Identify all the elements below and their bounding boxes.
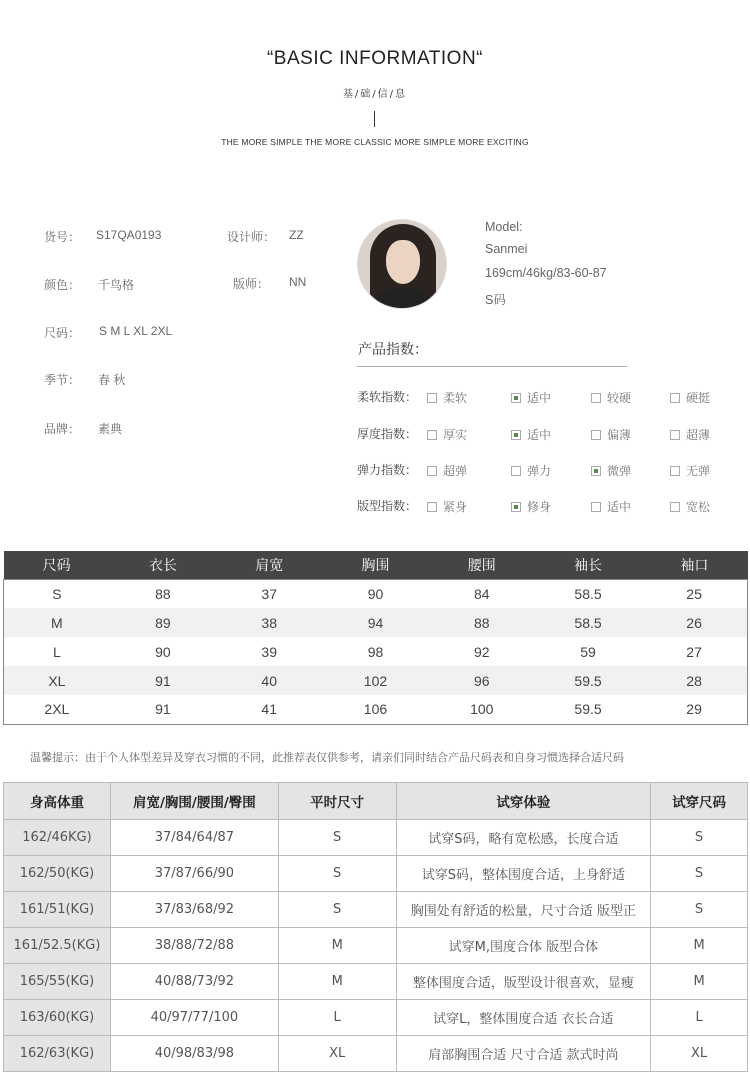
table-cell: 37/83/68/92 [110, 892, 278, 928]
table-cell: XL [4, 666, 110, 695]
index-option [511, 389, 551, 406]
index-option [591, 426, 631, 443]
table-cell: 40/97/77/100 [110, 1000, 278, 1036]
size-table-header: 肩宽 [216, 551, 322, 579]
index-option [591, 462, 631, 479]
index-option [670, 426, 710, 443]
index-option [511, 462, 551, 479]
table-cell: 90 [155, 643, 171, 660]
table-cell: S [278, 856, 396, 892]
table-cell: 84 [473, 585, 490, 602]
checkbox-icon [670, 393, 680, 403]
table-cell: 试穿M,围度合体 版型合体 [396, 928, 651, 964]
table-cell: 102 [322, 666, 428, 695]
checkbox-icon [670, 430, 680, 440]
index-option-label: 硬挺 [686, 391, 711, 405]
table-cell: 58.5 [574, 585, 602, 602]
table-cell: 163/60(KG) [4, 1000, 111, 1036]
table-cell: 试穿L，整体围度合适 衣长合适 [396, 1000, 651, 1036]
index-option [427, 498, 467, 515]
index-option-label: 柔软 [443, 391, 468, 405]
table-cell: 94 [322, 608, 428, 637]
table-row [4, 1000, 748, 1036]
table-cell: 2XL [44, 701, 70, 718]
page-tagline: THE MORE SIMPLE THE MORE CLASSIC MORE SIMPLE MORE EXCITING [221, 137, 529, 147]
table-row [4, 637, 748, 666]
header-divider [374, 111, 375, 127]
table-cell: 92 [473, 643, 490, 660]
table-cell: 91 [110, 666, 216, 695]
table-row [4, 1036, 748, 1072]
index-option-label: 厚实 [443, 428, 468, 442]
table-cell: M [651, 964, 748, 1000]
checkbox-icon [511, 466, 521, 476]
table-cell: 98 [367, 643, 384, 660]
try-table-header: 身高体重 [4, 783, 111, 820]
index-row-label: 厚度指数： [357, 427, 418, 441]
page-subtitle: 基/础/信/息 [342, 89, 408, 100]
season-label: 季节： [44, 373, 81, 387]
model-avatar [357, 219, 447, 309]
table-cell: 38 [216, 608, 322, 637]
checked-checkbox-icon [511, 430, 521, 440]
table-row [4, 856, 748, 892]
table-cell: 100 [470, 701, 494, 718]
checked-checkbox-icon [511, 393, 521, 403]
index-option-label: 适中 [607, 500, 632, 514]
item-no-value: S17QA0193 [96, 228, 162, 242]
index-option-label: 适中 [527, 391, 552, 405]
brand-value: 素典 [98, 422, 123, 436]
checkbox-icon [670, 466, 680, 476]
table-row [4, 892, 748, 928]
color-label: 颜色： [44, 278, 81, 292]
table-cell: 37/84/64/87 [110, 820, 278, 856]
size-table [3, 551, 748, 725]
checkbox-icon [591, 393, 601, 403]
table-cell: 28 [641, 666, 747, 695]
table-cell: 90 [367, 585, 384, 602]
table-cell: 88 [429, 608, 535, 637]
pattern-maker-label: 版师： [233, 277, 270, 291]
table-cell: 40/88/73/92 [110, 964, 278, 1000]
table-cell: 40 [216, 666, 322, 695]
table-row [4, 579, 748, 608]
size-table-header: 袖口 [641, 551, 747, 579]
table-row [4, 964, 748, 1000]
table-cell: XL [278, 1036, 396, 1072]
designer-label: 设计师： [227, 230, 276, 244]
checkbox-icon [427, 466, 437, 476]
table-cell: 37 [261, 585, 277, 602]
table-cell: 胸围处有舒适的松量，尺寸合适 版型正 [396, 892, 651, 928]
table-cell: S [651, 892, 748, 928]
table-cell: S [278, 892, 396, 928]
size-table-header: 腰围 [429, 551, 535, 579]
table-cell: 27 [686, 643, 702, 660]
index-row-label: 柔软指数： [357, 390, 418, 404]
checkbox-icon [427, 502, 437, 512]
index-option-label: 弹力 [527, 464, 552, 478]
table-cell: 106 [363, 701, 388, 718]
table-cell: 59.5 [574, 701, 602, 718]
table-cell: XL [651, 1036, 748, 1072]
size-label: 尺码： [44, 326, 81, 340]
index-option [591, 389, 631, 406]
table-cell: 58.5 [535, 608, 641, 637]
index-option-label: 偏薄 [607, 428, 632, 442]
index-option-label: 修身 [527, 500, 552, 514]
index-option-label: 适中 [527, 428, 552, 442]
index-option-label: 超弹 [443, 464, 468, 478]
checkbox-icon [591, 502, 601, 512]
table-cell: 161/51(KG) [4, 892, 111, 928]
model-size: S码 [485, 293, 506, 307]
size-tip: 温馨提示：由于个人体型差异及穿衣习惯的不同，此推荐表仅供参考，请亲们同时结合产品尺码表和自身习惯选择合适尺码 [30, 751, 624, 764]
size-table-header: 尺码 [4, 551, 110, 579]
table-cell: 试穿S码，略有宽松感，长度合适 [396, 820, 651, 856]
table-cell: S [278, 820, 396, 856]
index-option [670, 498, 710, 515]
index-option-label: 微弹 [607, 464, 632, 478]
table-cell: L [278, 1000, 396, 1036]
table-row [4, 928, 748, 964]
model-label: Model: [485, 220, 523, 234]
table-cell: 38/88/72/88 [110, 928, 278, 964]
index-row-label: 版型指数： [357, 499, 418, 513]
table-row [4, 666, 748, 695]
table-cell: 59.5 [535, 666, 641, 695]
page-title: “BASIC INFORMATION“ [266, 48, 484, 69]
table-cell: M [278, 928, 396, 964]
index-option-label: 无弹 [686, 464, 711, 478]
checkbox-icon [427, 430, 437, 440]
try-table-header: 平时尺寸 [278, 783, 396, 820]
try-table-header: 肩宽/胸围/腰围/臀围 [110, 783, 278, 820]
table-cell: 162/46KG) [4, 820, 111, 856]
table-cell: 89 [110, 608, 216, 637]
table-cell: 162/50(KG) [4, 856, 111, 892]
table-cell: M [4, 608, 110, 637]
designer-value: ZZ [289, 228, 304, 242]
index-option [670, 462, 710, 479]
table-row [4, 820, 748, 856]
table-cell: 25 [686, 585, 702, 602]
pattern-maker-value: NN [289, 275, 307, 289]
table-cell: 91 [155, 701, 171, 718]
table-row [4, 695, 748, 724]
table-cell: 161/52.5(KG) [4, 928, 111, 964]
table-row [4, 608, 748, 637]
table-cell: 41 [261, 701, 277, 718]
table-cell: 37/87/66/90 [110, 856, 278, 892]
color-value: 千鸟格 [98, 278, 135, 292]
table-cell: 试穿S码，整体围度合适，上身舒适 [396, 856, 651, 892]
index-option-label: 较硬 [607, 391, 632, 405]
table-cell: 59 [580, 643, 596, 660]
index-option [591, 498, 631, 515]
try-table-header: 试穿体验 [396, 783, 651, 820]
model-measurements: 169cm/46kg/83-60-87 [485, 266, 607, 280]
index-option-label: 紧身 [443, 500, 468, 514]
index-option [511, 498, 551, 515]
checkbox-icon [427, 393, 437, 403]
item-no-label: 货号： [44, 230, 81, 244]
index-option [511, 426, 551, 443]
table-cell: 162/63(KG) [4, 1036, 111, 1072]
table-cell: M [651, 928, 748, 964]
index-option [427, 462, 467, 479]
index-option [427, 389, 467, 406]
product-index-title: 产品指数： [358, 342, 428, 358]
table-cell: S [52, 585, 62, 602]
table-cell: 88 [155, 585, 171, 602]
brand-label: 品牌： [44, 422, 81, 436]
index-option [427, 426, 467, 443]
checked-checkbox-icon [591, 466, 601, 476]
table-cell: M [278, 964, 396, 1000]
size-table-header: 胸围 [322, 551, 428, 579]
index-option-label: 宽松 [686, 500, 711, 514]
index-option-label: 超薄 [686, 428, 711, 442]
table-cell: 肩部胸围合适 尺寸合适 款式时尚 [396, 1036, 651, 1072]
index-row-label: 弹力指数： [357, 463, 418, 477]
table-cell: L [651, 1000, 748, 1036]
table-cell: 96 [429, 666, 535, 695]
index-option [670, 389, 710, 406]
size-value: S M L XL 2XL [99, 324, 173, 338]
season-value: 春 秋 [98, 373, 126, 387]
table-cell: S [651, 820, 748, 856]
product-index-divider [357, 366, 627, 367]
table-cell: 165/55(KG) [4, 964, 111, 1000]
size-table-header: 衣长 [110, 551, 216, 579]
table-cell: 40/98/83/98 [110, 1036, 278, 1072]
table-cell: S [651, 856, 748, 892]
table-cell: 29 [686, 701, 702, 718]
try-table-header: 试穿尺码 [651, 783, 748, 820]
checkbox-icon [670, 502, 680, 512]
model-name: Sanmei [485, 242, 528, 256]
checkbox-icon [591, 430, 601, 440]
table-cell: 26 [641, 608, 747, 637]
table-cell: 39 [261, 643, 277, 660]
try-on-table [3, 782, 748, 1072]
table-cell: L [52, 643, 61, 660]
size-table-header: 袖长 [535, 551, 641, 579]
checked-checkbox-icon [511, 502, 521, 512]
table-cell: 整体围度合适，版型设计很喜欢，显瘦 [396, 964, 651, 1000]
